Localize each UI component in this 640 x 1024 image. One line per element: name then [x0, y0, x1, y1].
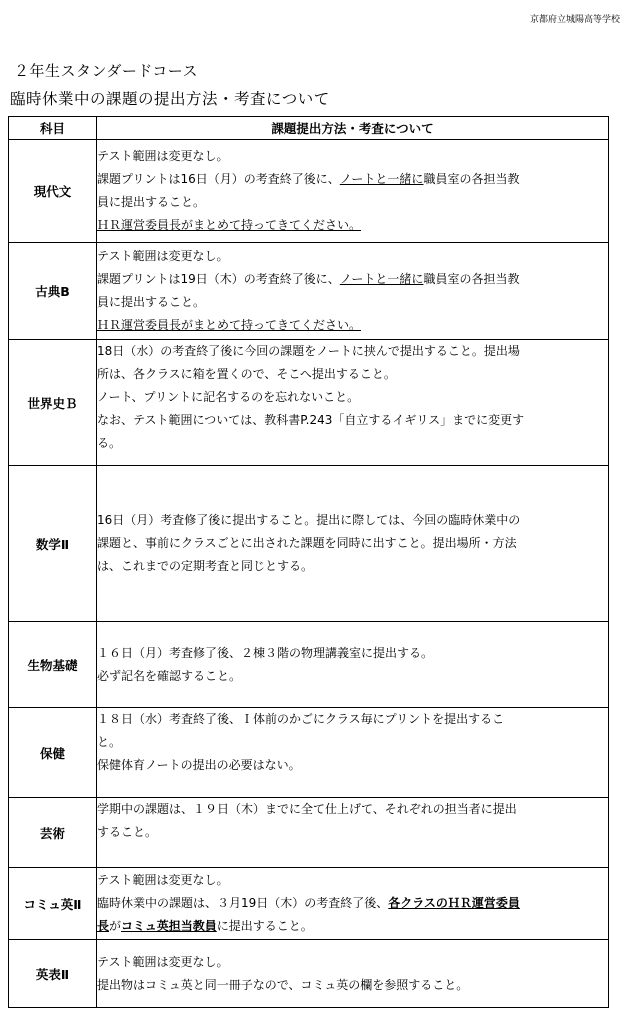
table-header-row: [9, 117, 609, 140]
subject-cell: 保健: [9, 708, 97, 798]
table-row: [9, 243, 609, 340]
details-line: 提出物はコミュ英と同一冊子なので、コミュ英の欄を参照すること。: [97, 977, 469, 992]
details-line: 員に提出すること。: [97, 195, 206, 209]
details-line: １６日（月）考査修了後、２棟３階の物理講義室に提出する。: [97, 645, 434, 660]
details-cell: [97, 340, 609, 466]
details-cell: [97, 940, 609, 1008]
table-row: [9, 340, 609, 466]
details-line: 所は、各クラスに箱を置くので、そこへ提出すること。: [97, 367, 396, 381]
details-line: 16日（月）考査修了後に提出すること。提出に際しては、今回の臨時休業中の: [97, 513, 521, 527]
details-line: は、これまでの定期考査と同じとする。: [97, 559, 314, 573]
details-cell: [97, 466, 609, 622]
details-cell: [97, 243, 609, 340]
details-cell: [97, 622, 609, 708]
subject-cell: 生物基礎: [9, 622, 97, 708]
table-row: [9, 798, 609, 868]
table-row: [9, 140, 609, 243]
details-line: テスト範囲は変更なし。: [97, 249, 229, 263]
details-line: 課題と、事前にクラスごとに出された課題を同時に出すこと。提出場所・方法: [97, 536, 517, 550]
details-cell: [97, 708, 609, 798]
details-line: 課題プリントは19日（木）の考査終了後に、ノートと一緒に職員室の各担当教: [97, 272, 520, 286]
details-line: と。: [97, 735, 122, 749]
details-line: 必ず記名を確認すること。: [97, 668, 242, 683]
table-row: [9, 622, 609, 708]
course-title: ２年生スタンダードコース: [14, 62, 199, 80]
table-row: [9, 708, 609, 798]
details-line: る。: [97, 436, 122, 450]
details-line: ノート、プリントに記名するのを忘れないこと。: [97, 390, 360, 404]
details-line: １８日（水）考査終了後、Ｉ体前のかごにクラス毎にプリントを提出するこ: [97, 712, 505, 726]
details-line: 長がコミュ英担当教員に提出すること。: [97, 919, 313, 933]
subject-cell: 数学Ⅱ: [9, 466, 97, 622]
emphasized-text: 各クラスのＨＲ運営委員: [388, 896, 520, 910]
column-header-details: 課題提出方法・考査について: [97, 117, 609, 140]
subject-cell: 芸術: [9, 798, 97, 868]
subject-cell: 古典B: [9, 243, 97, 340]
details-line: 18日（水）の考査終了後に今回の課題をノートに挟んで提出すること。提出場: [97, 344, 520, 358]
details-line: テスト範囲は変更なし。: [97, 954, 229, 969]
details-line: 学期中の課題は、１９日（木）までに全て仕上げて、それぞれの担当者に提出: [97, 802, 517, 816]
details-line: 課題プリントは16日（月）の考査終了後に、ノートと一緒に職員室の各担当教: [97, 172, 520, 186]
page-title: 臨時休業中の課題の提出方法・考査について: [10, 90, 330, 108]
details-line: すること。: [97, 825, 158, 839]
subject-cell: 英表Ⅱ: [9, 940, 97, 1008]
table-row: [9, 940, 609, 1008]
details-line: 臨時休業中の課題は、３月19日（木）の考査終了後、各クラスのＨＲ運営委員: [97, 896, 520, 910]
subject-cell: 世界史Ｂ: [9, 340, 97, 466]
details-line: ＨＲ運営委員長がまとめて持ってきてください。: [97, 218, 362, 232]
details-line: テスト範囲は変更なし。: [97, 873, 229, 887]
underlined-text: ノートと一緒に: [339, 272, 424, 286]
details-cell: [97, 798, 609, 868]
details-line: なお、テスト範囲については、教科書P.243「自立するイギリス」までに変更す: [97, 413, 525, 427]
table-row: [9, 466, 609, 622]
emphasized-text: 長: [97, 919, 110, 933]
details-line: 員に提出すること。: [97, 295, 206, 309]
subject-cell: コミュ英Ⅱ: [9, 868, 97, 940]
details-line: テスト範囲は変更なし。: [97, 149, 229, 163]
underlined-text: ノートと一緒に: [339, 172, 424, 186]
subject-cell: 現代文: [9, 140, 97, 243]
details-cell: [97, 140, 609, 243]
emphasized-text: コミュ英担当教員: [121, 919, 217, 933]
details-line: 保健体育ノートの提出の必要はない。: [97, 758, 301, 772]
column-header-subject: 科目: [9, 117, 97, 140]
table-row: [9, 868, 609, 940]
school-name: 京都府立城陽高等学校: [529, 15, 620, 25]
assignment-table: [8, 116, 609, 1008]
details-line: ＨＲ運営委員長がまとめて持ってきてください。: [97, 318, 362, 332]
details-cell: [97, 868, 609, 940]
